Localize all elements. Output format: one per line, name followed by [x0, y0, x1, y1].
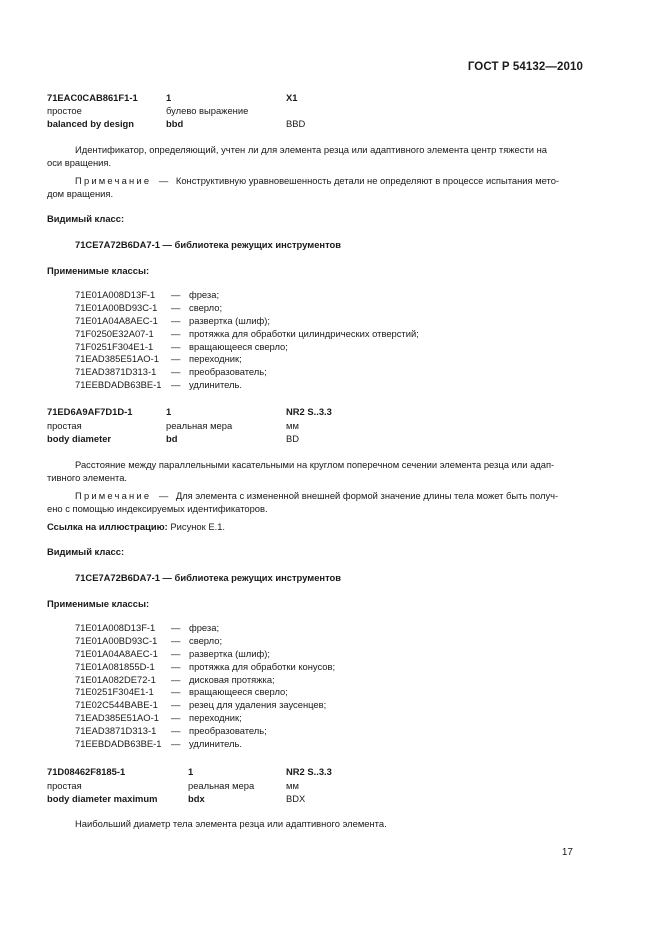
entry-kind: простая: [47, 420, 82, 431]
entry-kind: простое: [47, 105, 82, 116]
entry-datatype: реальная мера: [188, 780, 255, 791]
entry-datatype: булево выражение: [166, 105, 249, 116]
entry-id: 71D08462F8185-1: [47, 766, 126, 777]
entry-symbol-upper: BDX: [286, 793, 306, 804]
list-item: 71F0251F304E1-1 — вращающееся сверло;: [75, 340, 288, 352]
entry-code: X1: [286, 92, 298, 103]
entry-name-en: body diameter maximum: [47, 793, 158, 804]
list-item: 71EAD3871D313-1 — преобразователь;: [75, 366, 267, 378]
list-item: 71E01A081855D-1 — протяжка для обработки конусов;: [75, 660, 336, 672]
entry-datatype: реальная мера: [166, 420, 233, 431]
entry-id: 71EAC0CAB861F1-1: [47, 92, 138, 103]
entry-symbol: bd: [166, 433, 178, 444]
page-number: 17: [561, 847, 573, 858]
list-item: 71E01A008D13F-1 — фреза;: [75, 289, 220, 300]
entry-note: Примечание — Для элемента с измененной внешней формой значение длины тела может быть получ- ено с помощью индексируемых идентификаторов.: [47, 490, 559, 514]
visible-class-value: 71CE7A72B6DA7-1 — библиотека режущих инструментов: [75, 572, 342, 583]
document-standard-header: ГОСТ Р 54132—2010: [467, 61, 583, 73]
applicable-classes-list: [75, 289, 419, 392]
list-item: 71E01A04A8AEC-1 — развертка (шлиф);: [75, 647, 270, 659]
entry-note: Примечание — Конструктивную уравновешенность детали не определяют в процессе испытания мето- дом вращения.: [47, 175, 560, 199]
applicable-classes-list: [75, 622, 335, 751]
entry-definition: Расстояние между параллельными касательными на круглом поперечном сечении элемента резца или адап- тивного элемента.: [47, 459, 555, 483]
list-item: 71E02C544BABE-1 — резец для удаления заусенцев;: [75, 699, 327, 711]
entry-kind: простая: [47, 780, 82, 791]
list-item: 71E01A008D13F-1 — фреза;: [75, 622, 220, 633]
entry-version: 1: [188, 766, 194, 777]
list-item: 71F0250E32A07-1 — протяжка для обработки цилиндрических отверстий;: [75, 327, 419, 339]
visible-class-label: Видимый класс:: [47, 213, 125, 224]
entry-name-en: balanced by design: [47, 118, 135, 129]
entry-definition: Наибольший диаметр тела элемента резца или адаптивного элемента.: [75, 818, 387, 829]
entry-unit: мм: [286, 780, 299, 791]
entry-symbol: bdx: [188, 793, 205, 804]
illustration-reference: Ссылка на иллюстрацию: Рисунок Е.1.: [47, 521, 226, 532]
entry-id: 71ED6A9AF7D1D-1: [47, 406, 133, 417]
list-item: 71EAD3871D313-1 — преобразователь;: [75, 725, 267, 737]
applicable-classes-label: Применимые классы:: [47, 265, 150, 276]
list-item: 71E01A00BD93C-1 — сверло;: [75, 301, 223, 313]
list-item: 71E0251F304E1-1 — вращающееся сверло;: [75, 686, 288, 698]
visible-class-label: Видимый класс:: [47, 546, 125, 557]
entry-code: NR2 S..3.3: [286, 766, 332, 777]
entry-symbol-upper: BD: [286, 433, 300, 444]
note-label: Примечание: [75, 175, 152, 186]
list-item: 71EEBDADB63BE-1 — удлинитель.: [75, 738, 243, 750]
applicable-classes-label: Применимые классы:: [47, 598, 150, 609]
list-item: 71EEBDADB63BE-1 — удлинитель.: [75, 379, 243, 391]
list-item: 71E01A00BD93C-1 — сверло;: [75, 634, 223, 646]
note-label: Примечание: [75, 490, 152, 501]
list-item: 71E01A082DE72-1 — дисковая протяжка;: [75, 673, 275, 685]
entry-version: 1: [166, 406, 172, 417]
entry-symbol: bbd: [166, 118, 184, 129]
entry-name-en: body diameter: [47, 433, 112, 444]
entry-symbol-upper: BBD: [286, 118, 306, 129]
list-item: 71E01A04A8AEC-1 — развертка (шлиф);: [75, 314, 270, 326]
entry-version: 1: [166, 92, 172, 103]
list-item: 71EAD385E51AO-1 — переходник;: [75, 353, 242, 365]
entry-unit: мм: [286, 420, 299, 431]
entry-definition: Идентификатор, определяющий, учтен ли для элемента резца или адаптивного элемента центр тяжести на оси вращения.: [47, 144, 547, 168]
list-item: 71EAD385E51AO-1 — переходник;: [75, 712, 242, 724]
entry-code: NR2 S..3.3: [286, 406, 332, 417]
visible-class-value: 71CE7A72B6DA7-1 — библиотека режущих инструментов: [75, 239, 342, 250]
